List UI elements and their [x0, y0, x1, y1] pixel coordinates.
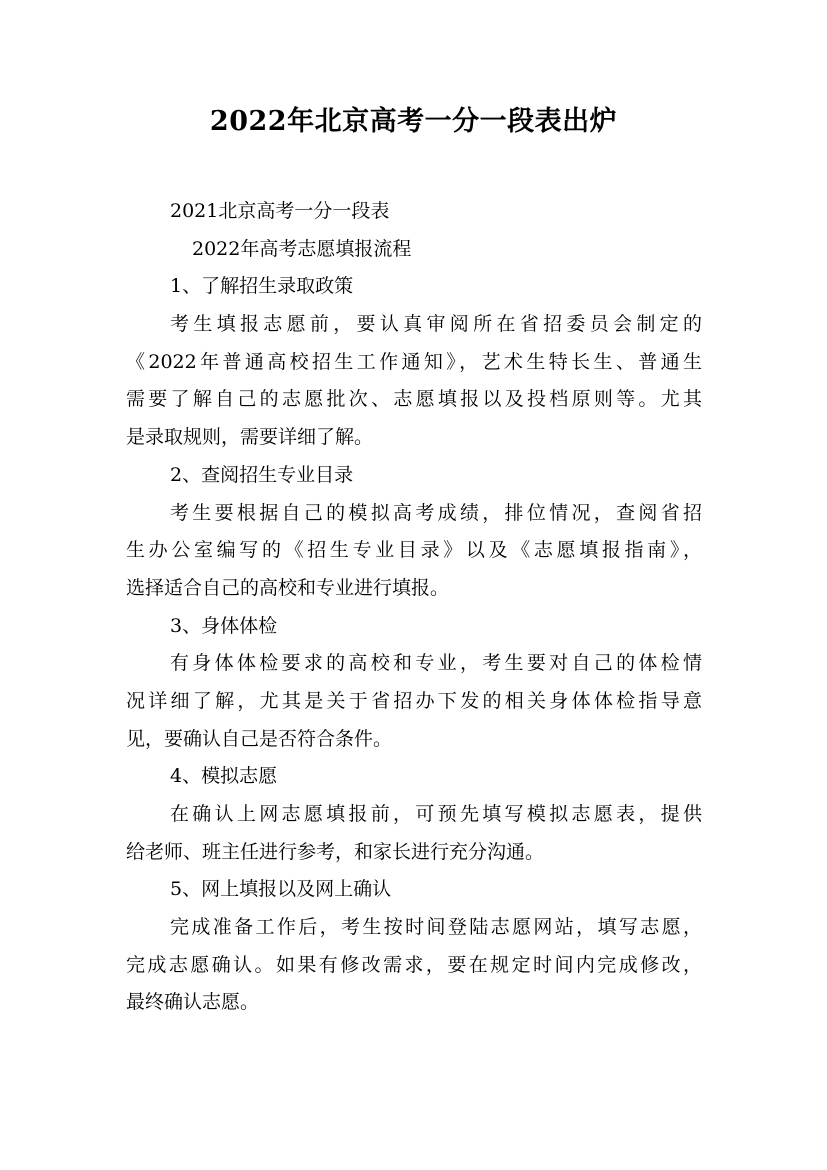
paragraph-line: 完成准备工作后，考生按时间登陆志愿网站，填写志愿，	[170, 916, 702, 939]
text-line-subheading: 2021北京高考一分一段表	[170, 200, 390, 222]
paragraph-line: 生办公室编写的《招生专业目录》以及《志愿填报指南》，	[126, 539, 702, 562]
section-heading-4: 4、模拟志愿	[170, 765, 278, 788]
section-heading-3: 3、身体体检	[170, 614, 278, 637]
document-title: 2022年北京高考一分一段表出炉	[209, 106, 618, 137]
text-line-subheading: 2022年高考志愿填报流程	[192, 237, 412, 260]
paragraph-line: 完成志愿确认。如果有修改需求，要在规定时间内完成修改，	[126, 953, 702, 976]
paragraph-line: 需要了解自己的志愿批次、志愿填报以及投档原则等。尤其	[126, 388, 702, 411]
paragraph-line: 最终确认志愿。	[126, 991, 260, 1014]
section-heading-1: 1、了解招生录取政策	[170, 275, 354, 298]
document-body	[126, 193, 702, 1022]
paragraph-line: 况详细了解，尤其是关于省招办下发的相关身体体检指导意	[126, 689, 702, 712]
paragraph-line: 《2022年普通高校招生工作通知》，艺术生特长生、普通生	[126, 350, 702, 373]
paragraph-line: 选择适合自己的高校和专业进行填报。	[126, 576, 450, 599]
paragraph-line: 见，要确认自己是否符合条件。	[126, 727, 393, 750]
paragraph-line: 给老师、班主任进行参考，和家长进行充分沟通。	[126, 840, 545, 863]
paragraph-line: 考生要根据自己的模拟高考成绩，排位情况，查阅省招	[170, 501, 702, 524]
paragraph-line: 考生填报志愿前，要认真审阅所在省招委员会制定的	[170, 313, 702, 336]
paragraph-line: 是录取规则，需要详细了解。	[126, 426, 374, 449]
paragraph-line: 在确认上网志愿填报前，可预先填写模拟志愿表，提供	[170, 803, 702, 825]
section-heading-5: 5、网上填报以及网上确认	[170, 878, 392, 901]
section-heading-2: 2、查阅招生专业目录	[170, 463, 354, 486]
paragraph-line: 有身体体检要求的高校和专业，考生要对自己的体检情	[170, 652, 702, 675]
